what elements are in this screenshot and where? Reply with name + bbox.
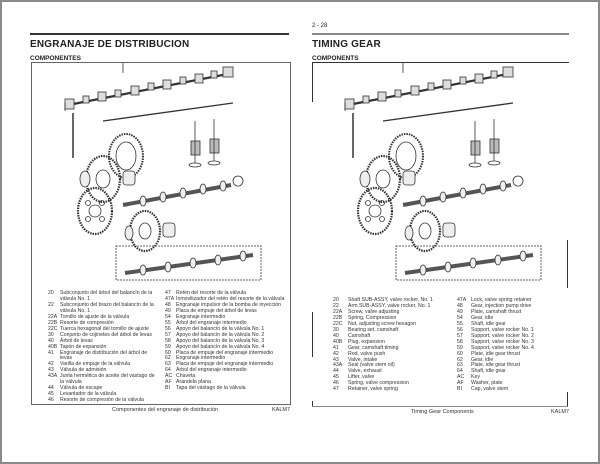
section-subtitle: COMPONENTES <box>30 55 81 62</box>
legend-text: Support, valve rocker No. 2 <box>471 332 534 339</box>
legend-number: 22B <box>48 319 58 326</box>
legend-number: 44 <box>48 385 54 392</box>
legend-number: 22 <box>48 301 54 308</box>
legend-number: 57 <box>165 331 171 338</box>
legend-number: 42 <box>333 350 339 357</box>
legend-text: Shaft SUB-ASSY, valve rocker, No. 1 <box>348 297 433 303</box>
legend-number: 41 <box>48 349 54 356</box>
legend-number: BI <box>165 385 170 392</box>
section-subtitle: COMPONENTS <box>312 55 359 62</box>
legend-text: Screw, valve adjusting <box>348 308 400 315</box>
legend-text: Varilla de empuje de la válvula <box>60 361 130 368</box>
legend-text: Apoyo del balancín de la válvula No. 3 <box>176 337 265 344</box>
legend-text: Seal (valve stem oil) <box>348 362 395 369</box>
legend-text: Árbol del engranaje intermedio <box>176 319 247 326</box>
figure-right-bracket <box>567 240 568 288</box>
header-rule <box>30 33 289 35</box>
legend-text: Subconjunto del árbol del balancín de la válvula No. 1 <box>60 290 153 302</box>
legend-text: Engranaje intermedio <box>176 355 226 362</box>
legend-text: Resorte de compresión <box>60 319 114 326</box>
legend-text: Support, valve rocker No. 3 <box>471 338 534 345</box>
legend-text: Valve, exhaust <box>348 368 382 375</box>
legend-number: 56 <box>457 326 463 333</box>
legend-number: 43 <box>333 356 339 363</box>
legend-text: Support, valve rocker No. 1 <box>471 326 534 333</box>
legend-text: Gear, idle <box>471 314 494 321</box>
legend-number: 56 <box>165 325 171 332</box>
legend-number: 48 <box>165 301 171 308</box>
legend-text: Árbol del engranaje intermedio <box>176 367 247 374</box>
legend-text: Engranaje intermedio <box>176 313 226 320</box>
legend-text: Key <box>471 374 480 381</box>
legend-text: Apoyo del balancín de la válvula No. 2 <box>176 331 265 338</box>
legend-text: Retén del resorte de la válvula <box>176 290 247 296</box>
figure-caption: Componentes del engranaje de distribución <box>112 407 219 413</box>
legend-item <box>48 398 158 404</box>
legend-text: Spring, Compression <box>348 314 397 321</box>
legend-text: Placa de empuje del engranaje intermedio <box>176 349 274 356</box>
legend-text: Gear, idle <box>471 356 494 363</box>
page-title: TIMING GEAR <box>312 39 381 50</box>
figure-left-bracket <box>312 62 313 102</box>
legend-number: 54 <box>457 314 463 321</box>
legend-text: Tornillo de ajuste de la válvula <box>60 313 130 320</box>
legend-number: 60 <box>457 350 463 357</box>
legend-number: 62 <box>165 355 171 362</box>
legend-text: Resorte de compresión de la válvula <box>60 397 144 404</box>
header-rule <box>312 33 569 35</box>
legend-text: Engranaje de distribución del árbol de levas <box>60 349 148 362</box>
legend-text: Washer, plate <box>471 380 503 387</box>
legend-text: Gear, camshaft timing <box>348 344 399 351</box>
legend-text: Valve, intake <box>348 356 378 363</box>
legend-number: BI <box>457 386 462 393</box>
legend-text: Árbol de levas <box>60 337 93 344</box>
page-title: ENGRANAJE DE DISTRIBUCION <box>30 39 190 50</box>
legend-text: Retainer, valve spring <box>348 386 398 393</box>
legend-text: Levantador de la válvula <box>60 391 117 398</box>
legend-text: Tuerca hexagonal del tornillo de ajuste <box>60 325 149 332</box>
legend-number: 43A <box>333 362 343 369</box>
legend-number: 22C <box>48 325 58 332</box>
legend-column-1 <box>48 291 158 404</box>
legend-text: Tapón de expansión <box>60 343 107 350</box>
legend-text: Plate, idle gear thrust <box>471 350 521 357</box>
legend-number: 64 <box>165 367 171 374</box>
legend-text: Placa de empuje del engranaje intermedio <box>176 361 274 368</box>
legend-number: 43 <box>48 367 54 374</box>
legend-number: 41 <box>333 344 339 351</box>
legend-number: 40B <box>48 343 58 350</box>
legend-number: 63 <box>165 361 171 368</box>
legend-text: Support, valve rocker No. 4 <box>471 344 534 351</box>
figure-bottom-rule <box>312 406 568 407</box>
legend-text: Plate, idle gear thrust <box>471 362 521 369</box>
legend-text: Subconjunto del brazo del balancín de la válvula No. 1 <box>60 301 154 314</box>
legend-number: 22 <box>333 302 339 309</box>
legend-number: 40B <box>333 338 343 345</box>
legend-text: Engranaje impulsor de la bomba de inyección <box>176 301 281 308</box>
legend-text: Rod, valve push <box>348 350 386 357</box>
legend-number: 59 <box>457 344 463 351</box>
legend-number: 59 <box>165 343 171 350</box>
legend-text: Apoyo del balancín de la válvula No. 1 <box>176 325 265 332</box>
legend-number: 58 <box>457 338 463 345</box>
legend-text: Arm SUB-ASSY, valve rocker, No. 1 <box>348 302 431 309</box>
legend-column-2 <box>457 298 567 393</box>
legend-number: 20 <box>333 297 339 303</box>
legend-text: Válvula de admisión <box>60 367 107 374</box>
legend-text: Bearing set, camshaft <box>348 326 399 333</box>
legend-text: Conjunto de cojinetes del árbol de levas <box>60 331 152 338</box>
legend-number: 42 <box>48 361 54 368</box>
legend-column-2 <box>165 291 285 392</box>
figure-caption: Timing Gear Components <box>411 409 474 415</box>
legend-item <box>333 387 453 393</box>
legend-number: 30 <box>48 331 54 338</box>
legend-number: 47 <box>333 386 339 393</box>
legend-number: 22C <box>333 320 343 327</box>
legend-number: 55 <box>165 319 171 326</box>
legend-number: 63 <box>457 362 463 369</box>
legend-number: 44 <box>333 368 339 375</box>
legend-text: Arandela plana <box>176 379 211 386</box>
legend-number: AF <box>165 379 172 386</box>
legend-text: Válvula de escape <box>60 385 103 392</box>
legend-number: 46 <box>48 397 54 404</box>
legend-number: 45 <box>333 374 339 381</box>
legend-number: 49 <box>457 308 463 315</box>
legend-number: 47A <box>165 295 175 302</box>
legend-number: 46 <box>333 380 339 387</box>
legend-number: 22A <box>333 308 343 315</box>
legend-number: 57 <box>457 332 463 339</box>
legend-text: Shaft, idle gear <box>471 320 506 327</box>
legend-number: AC <box>165 373 173 380</box>
figure-code: KALM7 <box>551 409 570 415</box>
legend-text: Gear, injection pump drive <box>471 302 532 309</box>
legend-item <box>165 386 285 392</box>
legend-number: AC <box>457 374 465 381</box>
legend-text: Lifter, valve <box>348 374 375 381</box>
timing-gear-exploded-diagram <box>343 63 543 283</box>
legend-text: Plug, expansion <box>348 338 385 345</box>
legend-text: Cap, valve stem <box>471 386 509 393</box>
legend-number: 22B <box>333 314 343 321</box>
legend-text: Nut, adjusting screw hexagon <box>348 320 417 327</box>
page-number: 2 - 28 <box>312 23 328 29</box>
figure-right-bracket <box>567 392 568 406</box>
legend-text: Junta hermética de aceite del vástago de la válvula <box>60 373 155 386</box>
legend-text: Chaveta <box>176 373 196 380</box>
legend-number: 58 <box>165 337 171 344</box>
legend-text: Apoyo del balancín de la válvula No. 4 <box>176 343 265 350</box>
legend-number: 43A <box>48 373 58 380</box>
figure-left-bracket <box>312 312 313 357</box>
timing-gear-exploded-diagram <box>63 63 263 283</box>
legend-column-1 <box>333 298 453 393</box>
legend-number: 47A <box>457 297 467 303</box>
legend-text: Lock, valve spring retainer <box>471 297 532 303</box>
legend-item <box>457 387 567 393</box>
legend-number: 55 <box>457 320 463 327</box>
legend-text: Plate, camshaft thrust <box>471 308 522 315</box>
legend-number: 48 <box>457 302 463 309</box>
legend-text: Placa de empuje del árbol de levas <box>176 307 257 314</box>
legend-text: Inmovilizador del retén del resorte de la válvula <box>176 295 285 302</box>
legend-number: 47 <box>165 290 171 296</box>
legend-text: Shaft, idle gear <box>471 368 506 375</box>
legend-text: Spring, valve compression <box>348 380 409 387</box>
legend-number: 49 <box>165 307 171 314</box>
legend-text: Tapa del vástago de la válvula <box>176 385 246 392</box>
legend-number: 30 <box>333 326 339 333</box>
legend-number: 62 <box>457 356 463 363</box>
legend-text: Camshaft <box>348 332 371 339</box>
legend-number: 40 <box>48 337 54 344</box>
figure-code: KALM7 <box>272 407 291 413</box>
legend-number: 20 <box>48 290 54 296</box>
legend-number: 60 <box>165 349 171 356</box>
legend-number: 54 <box>165 313 171 320</box>
legend-number: 45 <box>48 391 54 398</box>
legend-number: AF <box>457 380 464 387</box>
legend-number: 64 <box>457 368 463 375</box>
legend-number: 40 <box>333 332 339 339</box>
legend-number: 22A <box>48 313 58 320</box>
